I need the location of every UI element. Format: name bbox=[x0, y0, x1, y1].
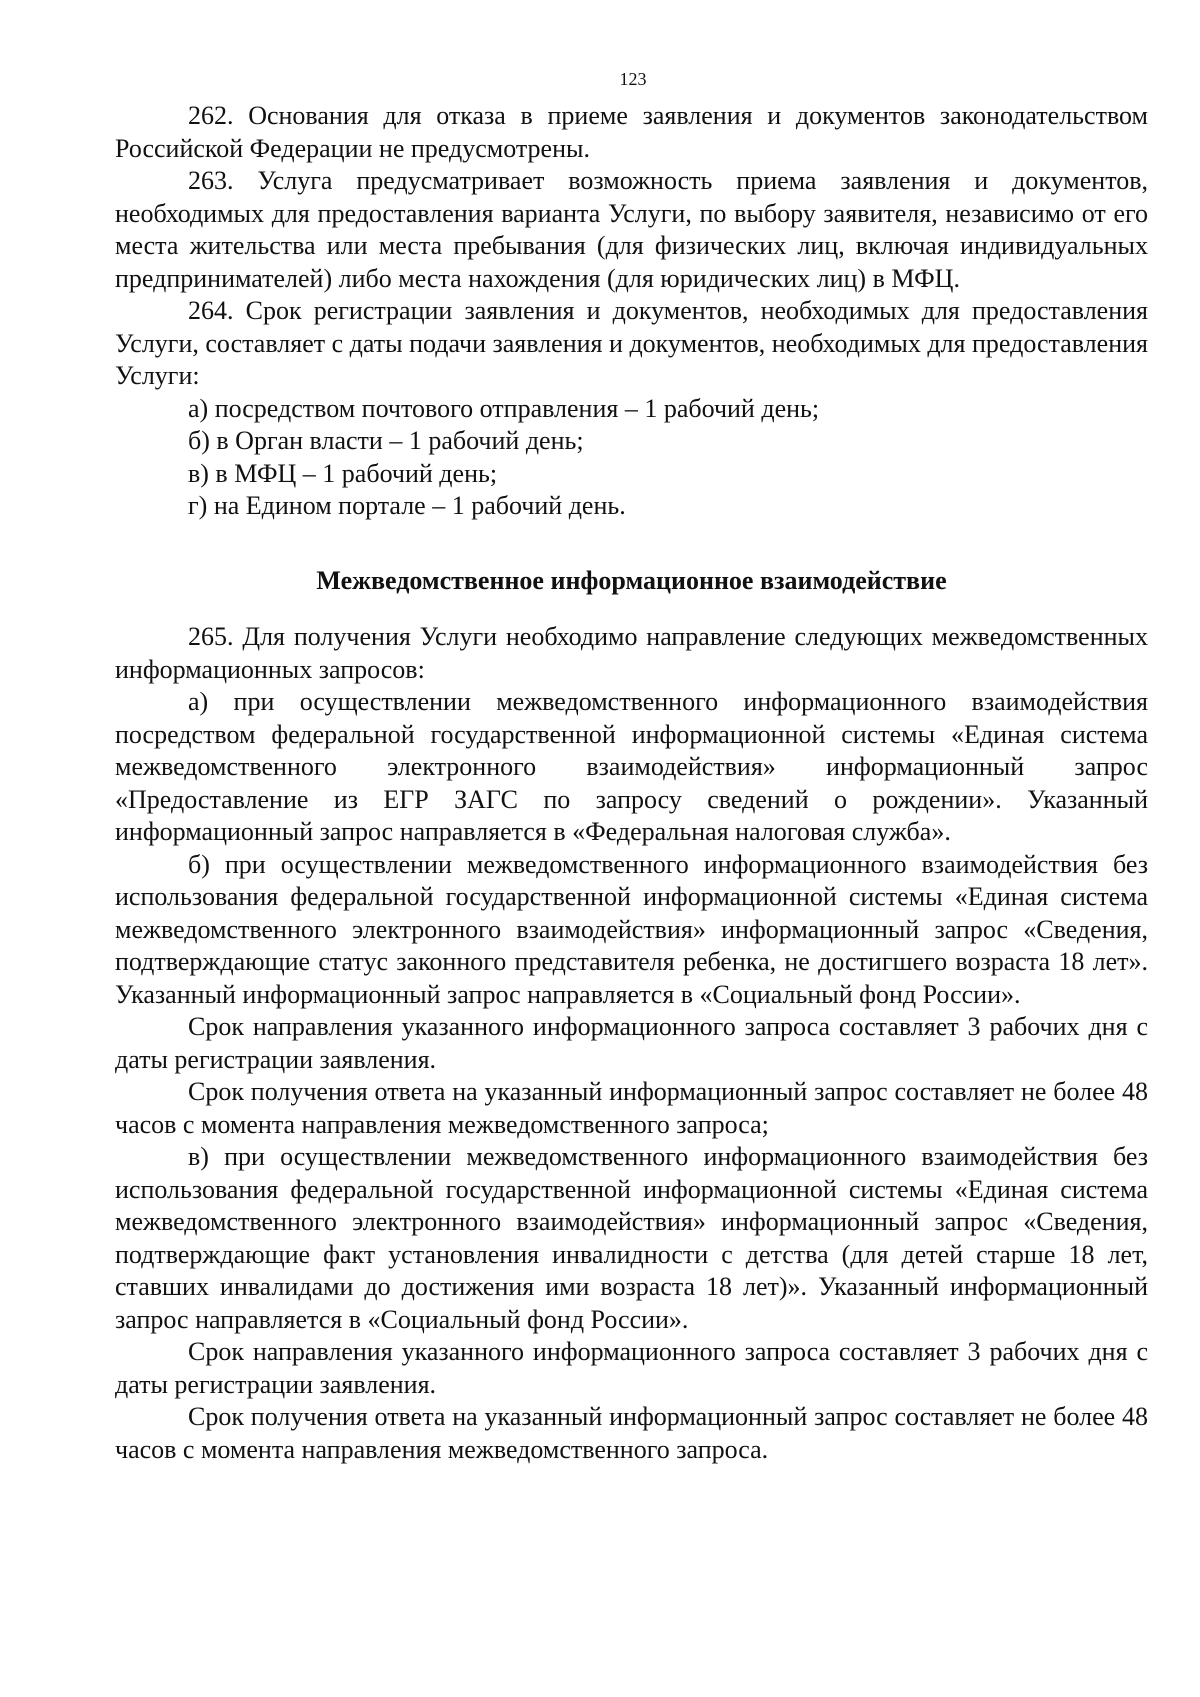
page-number: 123 bbox=[619, 69, 647, 89]
paragraph-265: 265. Для получения Услуги необходимо направление следующих межведомственных информационных запросов: bbox=[115, 622, 1148, 684]
paragraph-265-a: а) при осуществлении межведомственного информационного взаимодействия посредством федеральной государственной информационной системы «Единая система межведомственного электронного взаимодействия» информационный запрос «Предоставление из ЕГР ЗАГС по запросу сведений о рождении». Указанный информационный запрос направляется в «Федеральная налоговая служба». bbox=[115, 687, 1148, 846]
list-item-264-b: б) в Орган власти – 1 рабочий день; bbox=[188, 426, 584, 455]
list-item-264-c: в) в МФЦ – 1 рабочий день; bbox=[188, 458, 498, 488]
paragraph-265-b-term-response: Срок получения ответа на указанный информационный запрос составляет не более 48 часов с момента направления межведомственного запроса; bbox=[115, 1077, 1148, 1139]
paragraph-265-c: в) при осуществлении межведомственного информационного взаимодействия без использования федеральной государственной информационной системы «Единая система межведомственного электронного взаимодействия» информационный запрос «Сведения, подтверждающие факт установления инвалидности с детства (для детей старше 18 лет, ставших инвалидами до достижения ими возраста 18 лет)». Указанный информационный запрос направляется в «Социальный фонд России». bbox=[115, 1142, 1148, 1334]
paragraph-265-c-term-send: Срок направления указанного информационного запроса составляет 3 рабочих дня с даты регистрации заявления. bbox=[115, 1337, 1148, 1399]
paragraph-265-c-term-response: Срок получения ответа на указанный информационный запрос составляет не более 48 часов с момента направления межведомственного запроса. bbox=[115, 1402, 1148, 1464]
paragraph-264: 264. Срок регистрации заявления и документов, необходимых для предоставления Услуги, составляет с даты подачи заявления и документов, необходимых для предоставления Услуги: bbox=[115, 296, 1148, 390]
list-item-264-d: г) на Едином портале – 1 рабочий день. bbox=[188, 491, 626, 520]
list-item-264-a: а) посредством почтового отправления – 1 рабочий день; bbox=[188, 393, 820, 423]
section-heading: Межведомственное информационное взаимодействие bbox=[316, 565, 947, 595]
paragraph-263: 263. Услуга предусматривает возможность приема заявления и документов, необходимых для предоставления варианта Услуги, по выбору заявителя, независимо от его места жительства или места пребывания (для физических лиц, включая индивидуальных предпринимателей) либо места нахождения (для юридических лиц) в МФЦ. bbox=[115, 166, 1148, 293]
paragraph-265-b: б) при осуществлении межведомственного информационного взаимодействия без использования федеральной государственной информационной системы «Единая система межведомственного электронного взаимодействия» информационный запрос «Сведения, подтверждающие статус законного представителя ребенка, не достигшего возраста 18 лет». Указанный информационный запрос направляется в «Социальный фонд России». bbox=[115, 849, 1148, 1009]
paragraph-265-b-term-send: Срок направления указанного информационного запроса составляет 3 рабочих дня с даты регистрации заявления. bbox=[115, 1012, 1148, 1074]
paragraph-262: 262. Основания для отказа в приеме заявления и документов законодательством Российской Федерации не предусмотрены. bbox=[115, 101, 1148, 163]
document-body bbox=[115, 100, 1148, 1466]
